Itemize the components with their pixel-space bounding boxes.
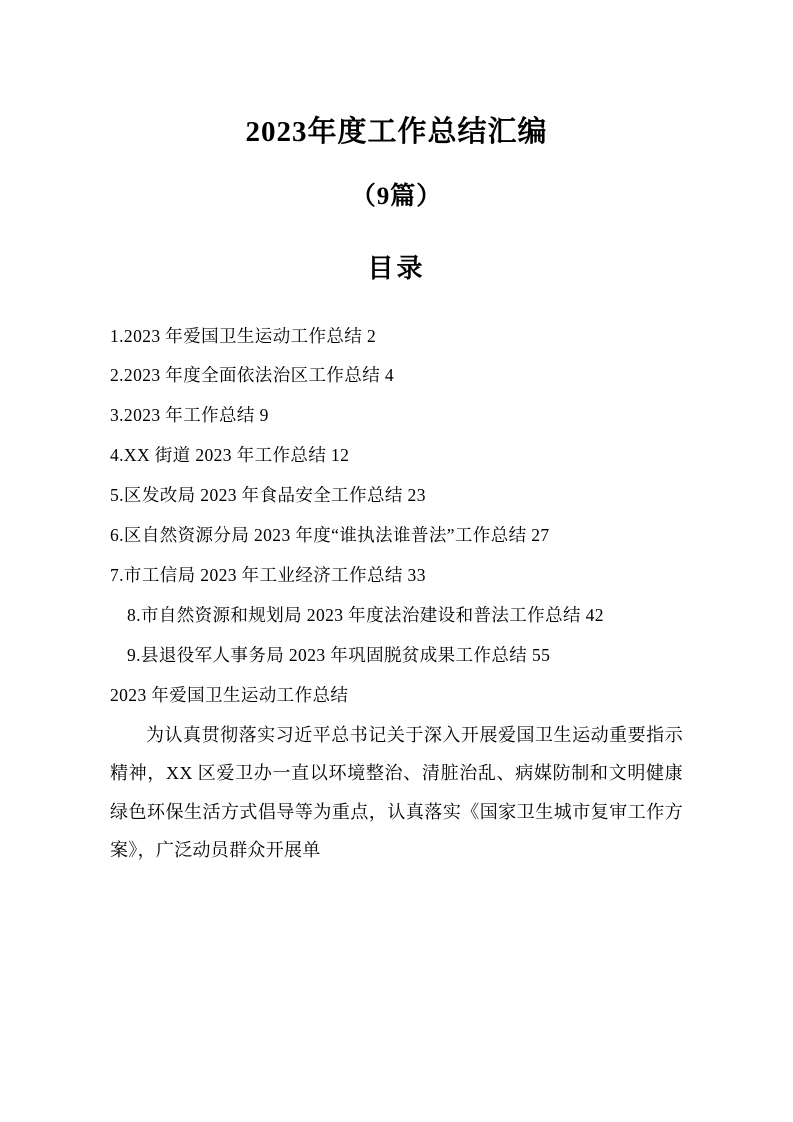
table-of-contents: [110, 317, 683, 676]
table-of-contents-heading: 目录: [367, 253, 426, 283]
toc-entry[interactable]: 1.2023 年爱国卫生运动工作总结 2: [110, 325, 377, 346]
toc-entry[interactable]: 8.市自然资源和规划局 2023 年度法治建设和普法工作总结 42: [127, 604, 604, 625]
toc-entry[interactable]: 3.2023 年工作总结 9: [110, 405, 269, 426]
body-paragraph: 为认真贯彻落实习近平总书记关于深入开展爱国卫生运动重要指示精神，XX 区爱卫办一直以环境整治、清脏治乱、病媒防制和文明健康绿色环保生活方式倡导等为重点，认真落实《国家卫生城市复审工作方案》，广泛动员群众开展单: [110, 724, 683, 861]
toc-entry[interactable]: 6.区自然资源分局 2023 年度“谁执法谁普法”工作总结 27: [110, 525, 550, 546]
toc-entry[interactable]: 4.XX 街道 2023 年工作总结 12: [110, 445, 350, 466]
document-title: 2023年度工作总结汇编: [245, 116, 548, 148]
toc-entry[interactable]: 5.区发改局 2023 年食品安全工作总结 23: [110, 485, 426, 506]
section-title: 2023 年爱国卫生运动工作总结: [110, 684, 349, 705]
toc-entry[interactable]: 9.县退役军人事务局 2023 年巩固脱贫成果工作总结 55: [127, 644, 551, 665]
toc-entry[interactable]: 2.2023 年度全面依法治区工作总结 4: [110, 365, 395, 386]
document-subtitle: （9篇）: [350, 182, 443, 210]
toc-entry[interactable]: 7.市工信局 2023 年工业经济工作总结 33: [110, 564, 426, 585]
